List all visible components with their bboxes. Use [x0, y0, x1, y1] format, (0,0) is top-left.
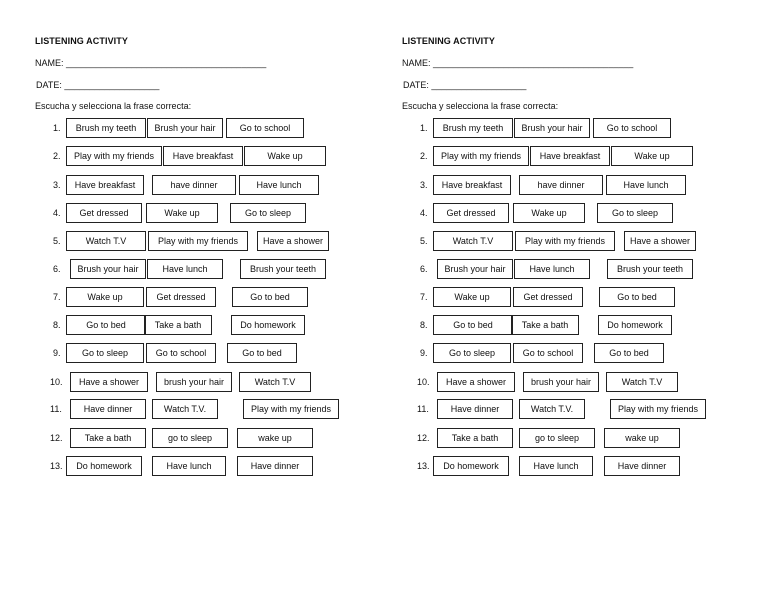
- answer-option-box[interactable]: Have lunch: [606, 175, 686, 195]
- answer-option-box[interactable]: Play with my friends: [433, 146, 529, 166]
- question-number: 5.: [420, 236, 428, 246]
- question-number: 9.: [53, 348, 61, 358]
- answer-option-box[interactable]: Wake up: [244, 146, 326, 166]
- answer-option-box[interactable]: Go to school: [226, 118, 304, 138]
- answer-option-box[interactable]: Go to sleep: [230, 203, 306, 223]
- answer-option-box[interactable]: brush your hair: [523, 372, 599, 392]
- answer-option-box[interactable]: Watch T.V: [239, 372, 311, 392]
- question-row: [0, 428, 384, 450]
- answer-option-box[interactable]: Have breakfast: [66, 175, 144, 195]
- question-row: [0, 315, 384, 337]
- answer-option-box[interactable]: Have lunch: [519, 456, 593, 476]
- answer-option-box[interactable]: Take a bath: [511, 315, 579, 335]
- question-number: 4.: [420, 208, 428, 218]
- question-number: 6.: [420, 264, 428, 274]
- question-number: 11.: [417, 404, 429, 414]
- question-number: 5.: [53, 236, 61, 246]
- answer-option-box[interactable]: wake up: [604, 428, 680, 448]
- answer-option-box[interactable]: Watch T.V.: [519, 399, 585, 419]
- answer-option-box[interactable]: Have lunch: [514, 259, 590, 279]
- question-number: 10.: [417, 377, 430, 387]
- question-row: [367, 175, 751, 197]
- answer-option-box[interactable]: Watch T.V: [606, 372, 678, 392]
- answer-option-box[interactable]: wake up: [237, 428, 313, 448]
- answer-option-box[interactable]: Go to sleep: [433, 343, 511, 363]
- answer-option-box[interactable]: Play with my friends: [148, 231, 248, 251]
- question-row: [0, 399, 384, 421]
- answer-option-box[interactable]: go to sleep: [519, 428, 595, 448]
- answer-option-box[interactable]: Brush your hair: [437, 259, 513, 279]
- answer-option-box[interactable]: Get dressed: [513, 287, 583, 307]
- question-number: 3.: [420, 180, 428, 190]
- question-number: 2.: [53, 151, 61, 161]
- answer-option-box[interactable]: Brush your hair: [514, 118, 590, 138]
- answer-option-box[interactable]: Go to school: [593, 118, 671, 138]
- name-line: NAME: ________________________________________: [402, 58, 634, 68]
- answer-option-box[interactable]: Have dinner: [437, 399, 513, 419]
- answer-option-box[interactable]: Wake up: [513, 203, 585, 223]
- question-row: [367, 372, 751, 394]
- date-line: DATE: ___________________: [36, 80, 160, 90]
- answer-option-box[interactable]: Have breakfast: [530, 146, 610, 166]
- answer-option-box[interactable]: Watch T.V: [433, 231, 513, 251]
- instruction: Escucha y selecciona la frase correcta:: [402, 101, 559, 111]
- question-number: 10.: [50, 377, 63, 387]
- question-number: 6.: [53, 264, 61, 274]
- answer-option-box[interactable]: Do homework: [433, 456, 509, 476]
- question-row: [367, 287, 751, 309]
- question-row: [0, 287, 384, 309]
- question-row: [0, 118, 384, 140]
- question-number: 12.: [50, 433, 63, 443]
- answer-option-box[interactable]: go to sleep: [152, 428, 228, 448]
- answer-option-box[interactable]: Have lunch: [239, 175, 319, 195]
- answer-option-box[interactable]: Play with my friends: [610, 399, 706, 419]
- question-row: [0, 259, 384, 281]
- answer-option-box[interactable]: Do homework: [66, 456, 142, 476]
- question-row: [367, 456, 751, 478]
- answer-option-box[interactable]: Brush your hair: [70, 259, 146, 279]
- question-row: [367, 399, 751, 421]
- answer-option-box[interactable]: Do homework: [598, 315, 672, 335]
- question-number: 3.: [53, 180, 61, 190]
- date-line: DATE: ___________________: [403, 80, 527, 90]
- answer-option-box[interactable]: Go to sleep: [66, 343, 144, 363]
- name-line: NAME: ________________________________________: [35, 58, 267, 68]
- answer-option-box[interactable]: brush your hair: [156, 372, 232, 392]
- question-row: [0, 203, 384, 225]
- question-number: 13.: [417, 461, 430, 471]
- question-number: 4.: [53, 208, 61, 218]
- answer-option-box[interactable]: Go to bed: [227, 343, 297, 363]
- answer-option-box[interactable]: Have lunch: [147, 259, 223, 279]
- question-number: 8.: [53, 320, 61, 330]
- answer-option-box[interactable]: Brush your teeth: [240, 259, 326, 279]
- question-row: [0, 372, 384, 394]
- answer-option-box[interactable]: Have a shower: [624, 231, 696, 251]
- answer-option-box[interactable]: have dinner: [519, 175, 603, 195]
- question-row: [0, 456, 384, 478]
- question-row: [367, 315, 751, 337]
- question-row: [367, 343, 751, 365]
- instruction: Escucha y selecciona la frase correcta:: [35, 101, 192, 111]
- answer-option-box[interactable]: Take a bath: [144, 315, 212, 335]
- answer-option-box[interactable]: Play with my friends: [243, 399, 339, 419]
- question-row: [0, 231, 384, 253]
- answer-option-box[interactable]: Have dinner: [70, 399, 146, 419]
- answer-option-box[interactable]: Play with my friends: [66, 146, 162, 166]
- question-row: [367, 146, 751, 168]
- answer-option-box[interactable]: Do homework: [231, 315, 305, 335]
- answer-option-box[interactable]: Go to bed: [433, 315, 513, 335]
- question-row: [0, 146, 384, 168]
- question-row: [0, 175, 384, 197]
- question-number: 9.: [420, 348, 428, 358]
- question-number: 1.: [420, 123, 428, 133]
- answer-option-box[interactable]: Go to sleep: [597, 203, 673, 223]
- answer-option-box[interactable]: Have dinner: [604, 456, 680, 476]
- question-row: [367, 203, 751, 225]
- answer-option-box[interactable]: Have dinner: [237, 456, 313, 476]
- question-number: 12.: [417, 433, 430, 443]
- answer-option-box[interactable]: Have breakfast: [433, 175, 511, 195]
- answer-option-box[interactable]: Wake up: [433, 287, 511, 307]
- answer-option-box[interactable]: Brush my teeth: [66, 118, 146, 138]
- answer-option-box[interactable]: Wake up: [146, 203, 218, 223]
- question-row: [0, 343, 384, 365]
- question-number: 13.: [50, 461, 63, 471]
- question-number: 8.: [420, 320, 428, 330]
- answer-option-box[interactable]: Go to school: [513, 343, 583, 363]
- answer-option-box[interactable]: Brush my teeth: [433, 118, 513, 138]
- worksheet-right: [367, 0, 751, 594]
- answer-option-box[interactable]: Take a bath: [437, 428, 513, 448]
- question-number: 11.: [50, 404, 62, 414]
- answer-option-box[interactable]: Go to bed: [66, 315, 146, 335]
- answer-option-box[interactable]: Have lunch: [152, 456, 226, 476]
- answer-option-box[interactable]: Go to bed: [599, 287, 675, 307]
- worksheet-title: LISTENING ACTIVITY: [402, 36, 495, 46]
- worksheet-title: LISTENING ACTIVITY: [35, 36, 128, 46]
- answer-option-box[interactable]: Have a shower: [257, 231, 329, 251]
- answer-option-box[interactable]: Get dressed: [433, 203, 509, 223]
- question-number: 2.: [420, 151, 428, 161]
- question-row: [367, 259, 751, 281]
- answer-option-box[interactable]: Go to bed: [232, 287, 308, 307]
- answer-option-box[interactable]: Get dressed: [146, 287, 216, 307]
- answer-option-box[interactable]: Wake up: [66, 287, 144, 307]
- answer-option-box[interactable]: Take a bath: [70, 428, 146, 448]
- answer-option-box[interactable]: have dinner: [152, 175, 236, 195]
- question-number: 7.: [420, 292, 428, 302]
- answer-option-box[interactable]: Brush your teeth: [607, 259, 693, 279]
- answer-option-box[interactable]: Play with my friends: [515, 231, 615, 251]
- answer-option-box[interactable]: Have a shower: [70, 372, 148, 392]
- answer-option-box[interactable]: Go to bed: [594, 343, 664, 363]
- question-row: [367, 428, 751, 450]
- answer-option-box[interactable]: Brush your hair: [147, 118, 223, 138]
- answer-option-box[interactable]: Wake up: [611, 146, 693, 166]
- answer-option-box[interactable]: Go to school: [146, 343, 216, 363]
- answer-option-box[interactable]: Watch T.V.: [152, 399, 218, 419]
- question-row: [367, 118, 751, 140]
- answer-option-box[interactable]: Have a shower: [437, 372, 515, 392]
- question-number: 1.: [53, 123, 61, 133]
- question-row: [367, 231, 751, 253]
- answer-option-box[interactable]: Have breakfast: [163, 146, 243, 166]
- answer-option-box[interactable]: Get dressed: [66, 203, 142, 223]
- answer-option-box[interactable]: Watch T.V: [66, 231, 146, 251]
- question-number: 7.: [53, 292, 61, 302]
